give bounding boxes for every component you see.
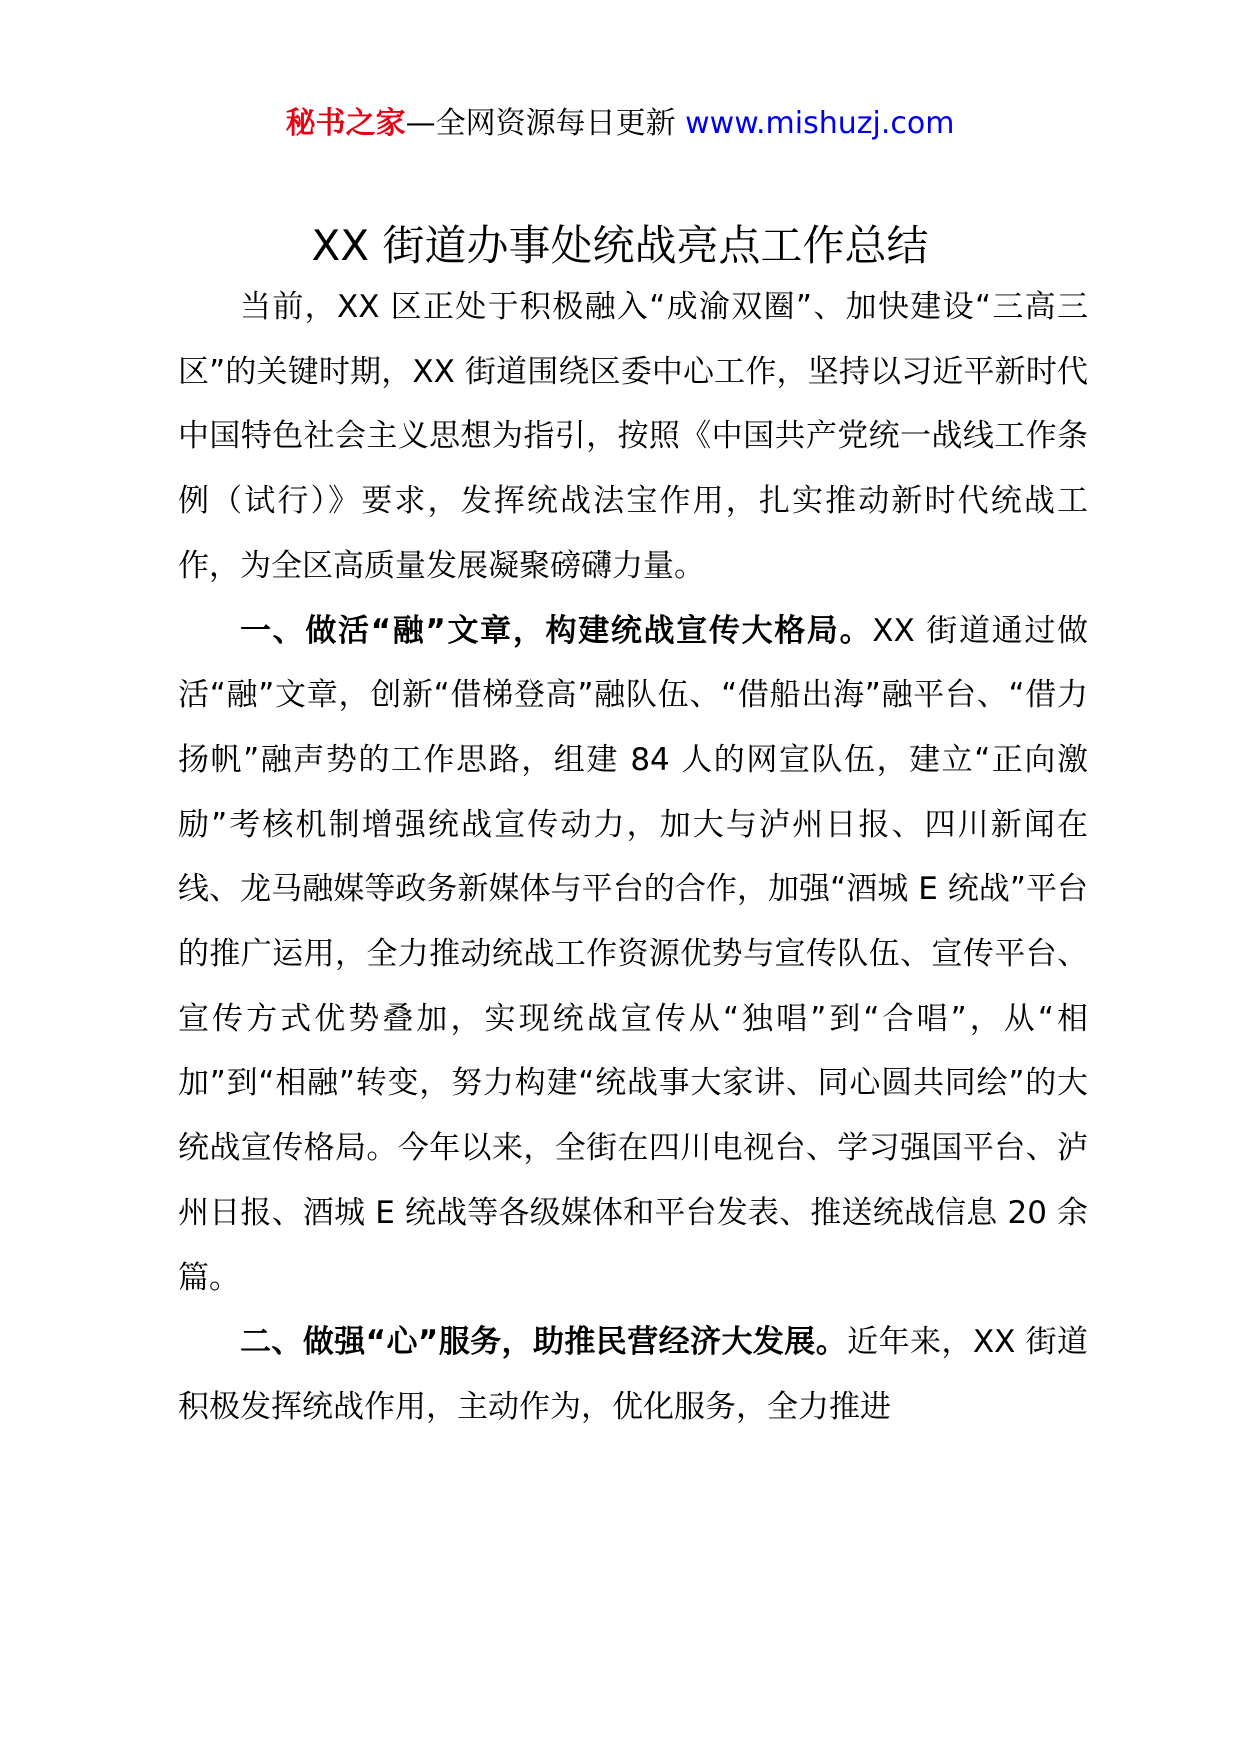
section-2-text: 近年来，XX 街道积极发挥统战作用，主动作为，优化服务，全力推进	[178, 1324, 1089, 1425]
section-2-paragraph	[178, 1310, 1088, 1439]
section-2-heading: 二、做强“心”服务，助推民营经济大发展。	[240, 1324, 848, 1361]
section-1-text: XX 街道通过做活“融”文章，创新“借梯登高”融队伍、“借船出海”融平台、“借力扬帆”融声势的工作思路，组建 84 人的网宣队伍，建立“正向激励”考核机制增强统战宣传动力，加大与泸州日报、四川新闻在线、龙马融媒等政务新媒体与平台的合作，加强“酒城 E 统战”平台的推广运用，全力推动统战工作资源优势与宣传队伍、宣传平台、宣传方式优势叠加，实现统战宣传从“独唱”到“合唱”，从“相加”到“相融”转变，努力构建“统战事大家讲、同心圆共同绘”的大统战宣传格局。今年以来，全街在四川电视台、学习强国平台、泸州日报、酒城 E 统战等各级媒体和平台发表、推送统战信息 20 余篇。	[178, 612, 1089, 1296]
section-1-paragraph	[178, 599, 1088, 1311]
site-brand: 秘书之家	[285, 106, 406, 141]
document-title: XX 街道办事处统战亮点工作总结	[311, 221, 929, 270]
document-body	[178, 275, 1088, 1440]
site-url-link[interactable]: www.mishuzj.com	[685, 106, 955, 141]
section-1-heading: 一、做活“融”文章，构建统战宣传大格局。	[240, 612, 873, 649]
intro-paragraph: 当前，XX 区正处于积极融入“成渝双圈”、加快建设“三高三区”的关键时期，XX 街道围绕区委中心工作，坚持以习近平新时代中国特色社会主义思想为指引，按照《中国共产党统一战线工作条例（试行）》要求，发挥统战法宝作用，扎实推动新时代统战工作，为全区高质量发展凝聚磅礴力量。	[178, 289, 1088, 584]
site-header	[0, 100, 1240, 148]
site-tagline: —全网资源每日更新	[405, 106, 686, 141]
